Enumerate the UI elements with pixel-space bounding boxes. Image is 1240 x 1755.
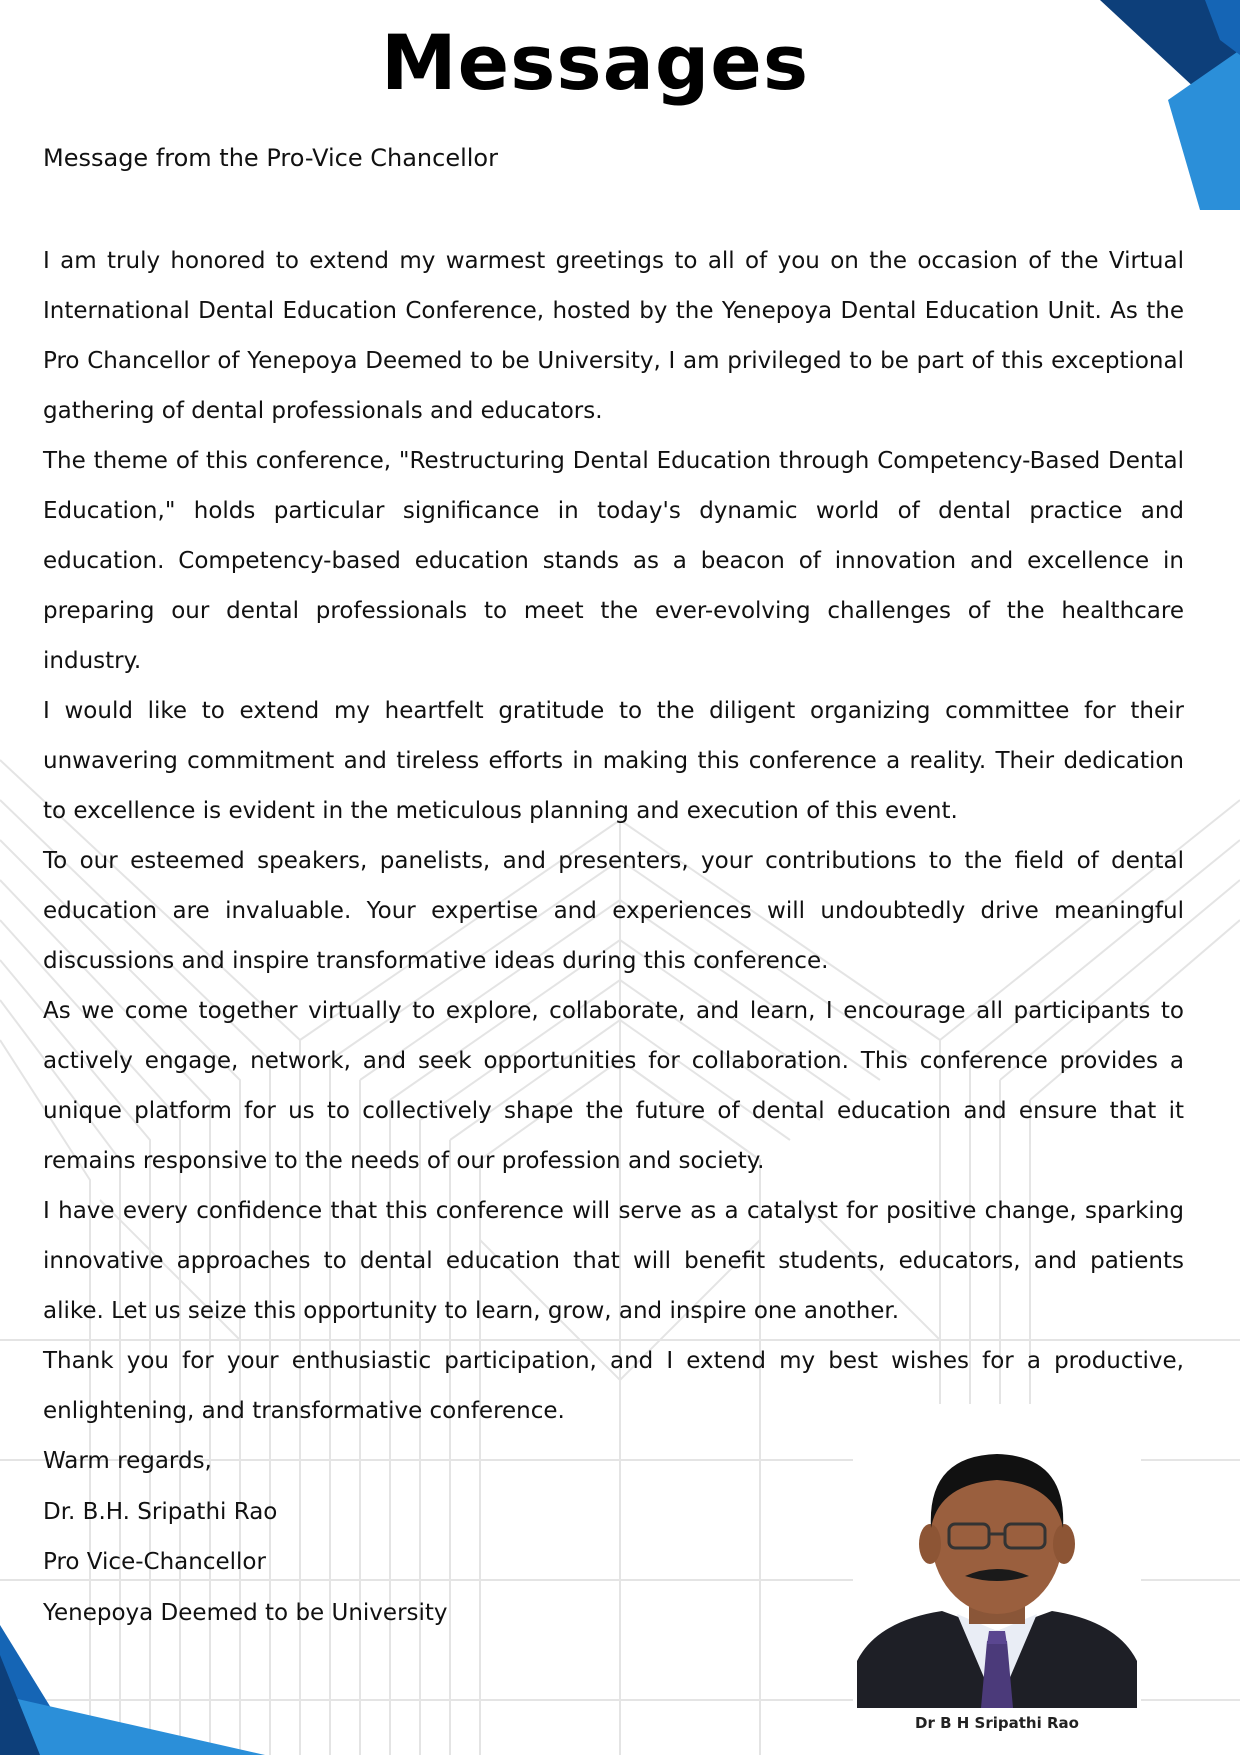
message-body [43,236,1184,1436]
paragraph: I am truly honored to extend my warmest greetings to all of you on the occasion of the Virtual International Dental Education Conference, hosted by the Yenepoya Dental Education Unit. As the Pro Chancellor of Yenepoya Deemed to be University, I am privileged to be part of this exceptional gathering of dental professionals and educators. [43,248,1184,424]
paragraph: I would like to extend my heartfelt gratitude to the diligent organizing committee for their unwavering commitment and tireless efforts in making this conference a reality. Their dedication to excellence is evident in the meticulous planning and execution of this event. [43,698,1184,824]
closing-line: Warm regards, [43,1448,212,1474]
bottom-left-decoration [0,1625,270,1755]
signatory-name: Dr. B.H. Sripathi Rao [43,1498,278,1525]
paragraph: Thank you for your enthusiastic participation, and I extend my best wishes for a productive, enlightening, and transformative conference. [43,1348,1184,1424]
message-heading: Message from the Pro-Vice Chancellor [43,144,498,172]
paragraph: The theme of this conference, "Restructuring Dental Education through Competency-Based Dental Education," holds particular significance in today's dynamic world of dental practice and education. Competency-based education stands as a beacon of innovation and excellence in preparing our dental professionals to meet the ever-evolving challenges of the healthcare industry. [43,448,1184,674]
paragraph: To our esteemed speakers, panelists, and presenters, your contributions to the field of dental education are invaluable. Your expertise and experiences will undoubtedly drive meaningful discussions and inspire transformative ideas during this conference. [43,848,1184,974]
paragraph: As we come together virtually to explore, collaborate, and learn, I encourage all participants to actively engage, network, and seek opportunities for collaboration. This conference provides a unique platform for us to collectively shape the future of dental education and ensure that it remains responsive to the needs of our profession and society. [43,998,1184,1174]
portrait-photo [857,1426,1137,1708]
page-title: Messages [380,18,810,107]
photo-caption: Dr B H Sripathi Rao [915,1714,1079,1732]
signature-block [43,1436,448,1638]
paragraph: I have every confidence that this conference will serve as a catalyst for positive change, sparking innovative approaches to dental education that will benefit students, educators, and patients alike. Let us seize this opportunity to learn, grow, and inspire one another. [43,1198,1184,1324]
signatory-role: Pro Vice-Chancellor [43,1549,266,1575]
signatory-institution: Yenepoya Deemed to be University [43,1599,448,1626]
photo-card [853,1404,1141,1755]
